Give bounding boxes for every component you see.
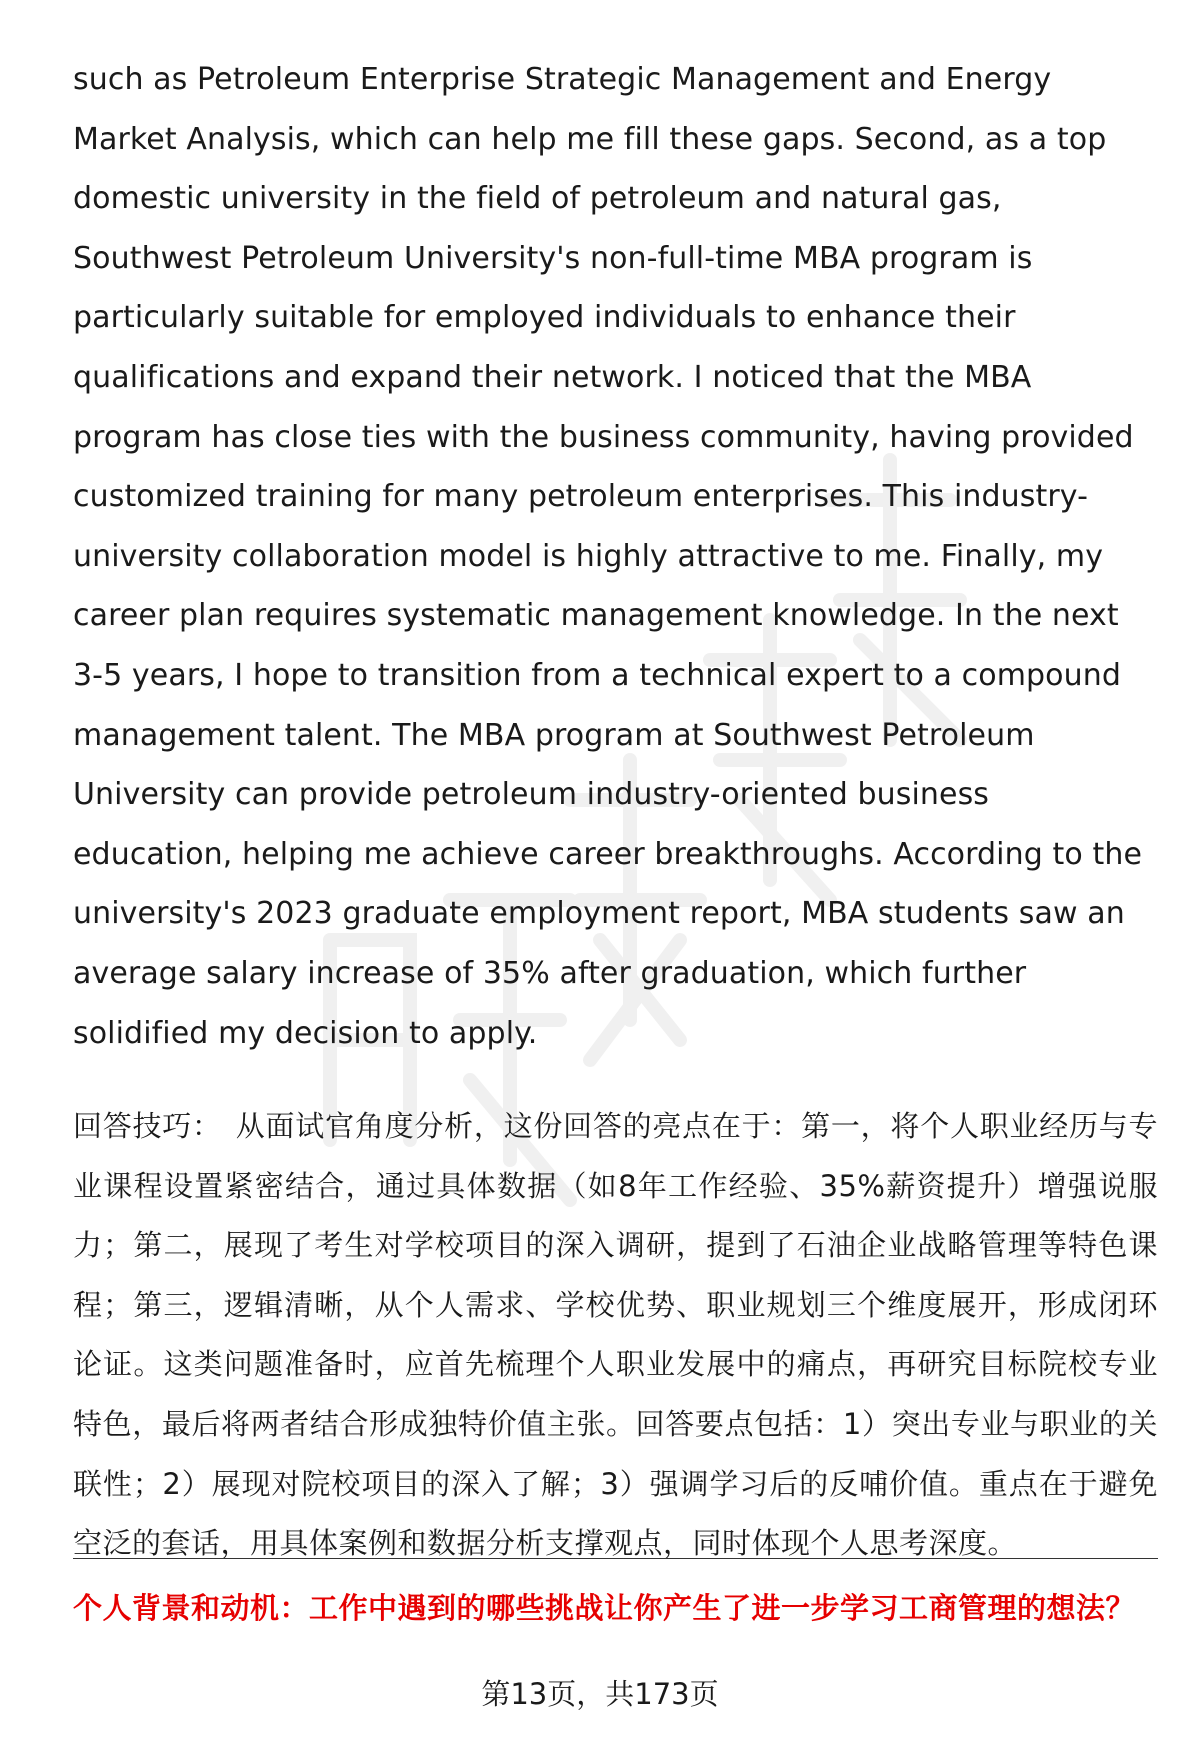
next-question-heading: 个人背景和动机：工作中遇到的哪些挑战让你产生了进一步学习工商管理的想法？: [73, 1591, 1136, 1625]
answer-tips-paragraph: [73, 1097, 1158, 1574]
page-number-footer: 第13页，共173页: [481, 1677, 719, 1711]
tips-label: 回答技巧：: [73, 1109, 222, 1144]
page-content: [73, 50, 1158, 1574]
section-divider: [73, 1558, 1158, 1559]
tips-text: 从面试官角度分析，这份回答的亮点在于：第一，将个人职业经历与专业课程设置紧密结合，通过具体数据（如8年工作经验、35%薪资提升）增强说服力；第二，展现了考生对学校项目的深入调研，提到了石油企业战略管理等特色课程；第三，逻辑清晰，从个人需求、学校优势、职业规划三个维度展开，形成闭环论证。这类问题准备时，应首先梳理个人职业发展中的痛点，再研究目标院校专业特色，最后将两者结合形成独特价值主张。回答要点包括：1）突出专业与职业的关联性；2）展现对院校项目的深入了解；3）强调学习后的反哺价值。重点在于避免空泛的套话，用具体案例和数据分析支撑观点，同时体现个人思考深度。: [73, 1109, 1158, 1561]
english-answer-paragraph: such as Petroleum Enterprise Strategic Management and Energy Market Analysis, which can help me fill these gaps. Second, as a top domestic university in the field of petroleum and natural gas, Southwest Petroleum University's non-full-time MBA program is particularly suitable for employed individuals to enhance their qualifications and expand their network. I noticed that the MBA program has close ties with the business community, having provided customized training for many petroleum enterprises. This industry-university collaboration model is highly attractive to me. Finally, my career plan requires systematic management knowledge. In the next 3-5 years, I hope to transition from a technical expert to a compound management talent. The MBA program at Southwest Petroleum University can provide petroleum industry-oriented business education, helping me achieve career breakthroughs. According to the university's 2023 graduate employment report, MBA students saw an average salary increase of 35% after graduation, which further solidified my decision to apply.: [73, 62, 1143, 1051]
